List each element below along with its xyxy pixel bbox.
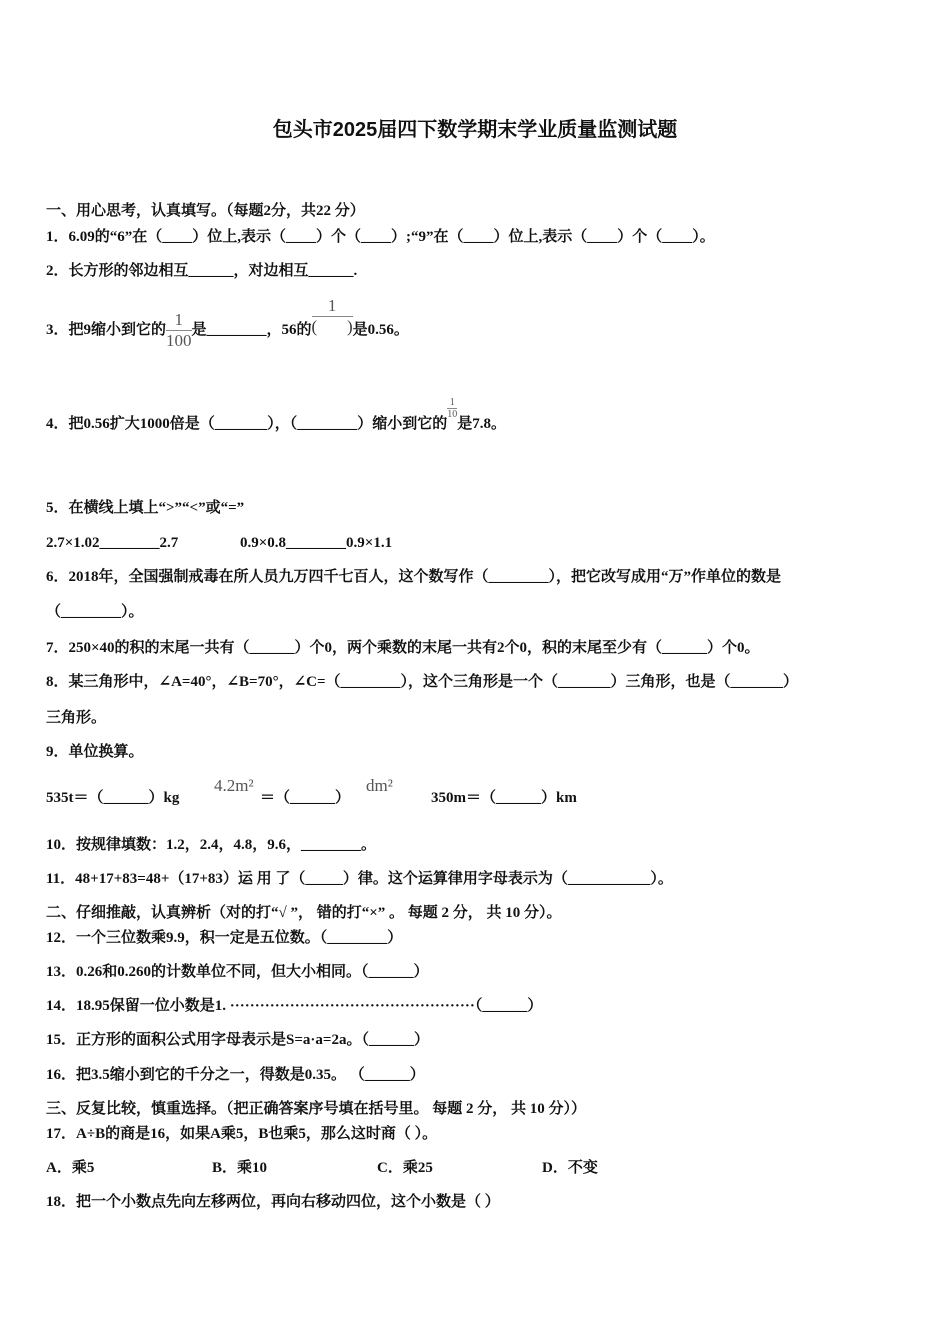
fraction-numerator: 1 <box>312 296 353 317</box>
question-15: 15．正方形的面积公式用字母表示是S=a·a=2a。（______） <box>46 1032 429 1048</box>
question-4-text-a: 4．把0.56扩大1000倍是（_______），（________）缩小到它的 <box>46 416 448 432</box>
option-c: C．乘25 <box>377 1160 433 1176</box>
question-11: 11．48+17+83=48+（17+83）运 用 了（_____）律。这个运算律用字母表示为（___________）。 <box>46 871 673 887</box>
option-b: B．乘10 <box>212 1160 268 1176</box>
question-8: 8．某三角形中，∠A=40°，∠B=70°，∠C=（________），这个三角形是一个（_______）三角形，也是（_______） <box>46 674 799 690</box>
fraction-denominator: 10 <box>447 409 458 420</box>
option-a: A．乘5 <box>46 1160 95 1176</box>
question-13: 13．0.26和0.260的计数单位不同，但大小相同。（______） <box>46 964 429 980</box>
question-8-continued: 三角形。 <box>46 710 107 726</box>
section-2-heading: 二、仔细推敲，认真辨析（对的打“√ ”， 错的打“×” 。 每题 2 分， 共 10 分）。 <box>46 905 562 921</box>
question-18: 18．把一个小数点先向左移两位，再向右移动四位，这个小数是（ ） <box>46 1194 500 1210</box>
question-17: 17．A÷B的商是16，如果A乘5，B也乘5，那么这时商（ ）。 <box>46 1126 438 1142</box>
fraction-denominator: 100 <box>166 331 192 351</box>
question-14: 14．18.95保留一位小数是1. ·················································（______） <box>46 998 543 1014</box>
section-1-heading: 一、用心思考，认真填写。（每题2分，共22 分） <box>46 203 365 219</box>
question-5-item-2: 0.9×0.8________0.9×1.1 <box>240 535 393 551</box>
question-9-item-3: 350m＝（______）km <box>431 790 577 806</box>
question-4 <box>46 397 507 434</box>
question-2: 2．长方形的邻边相互______，对边相互______. <box>46 263 358 279</box>
fraction-1-blank <box>312 296 353 337</box>
question-16: 16．把3.5缩小到它的千分之一，得数是0.35。 （______） <box>46 1067 425 1083</box>
fraction-1-10 <box>447 397 457 420</box>
question-6-continued: （________）。 <box>46 604 144 620</box>
unit-m2-label: 4.2m² <box>214 776 254 795</box>
fraction-1-100 <box>166 310 192 351</box>
question-5: 5．在横线上填上“>”“<”或“=” <box>46 500 245 516</box>
question-3 <box>46 296 409 360</box>
question-9: 9．单位换算。 <box>46 744 144 760</box>
question-4-text-b: 是7.8。 <box>457 416 507 432</box>
question-5-item-1: 2.7×1.02________2.7 <box>46 535 179 551</box>
fraction-numerator: 1 <box>447 397 457 409</box>
question-9-item-1: 535t＝（______）kg <box>46 790 180 806</box>
unit-dm2-label: dm² <box>366 776 393 795</box>
question-10: 10．按规律填数：1.2，2.4，4.8，9.6，________。 <box>46 837 377 853</box>
unit-dm2 <box>366 776 393 797</box>
question-6: 6．2018年，全国强制戒毒在所人员九万四千七百人，这个数写作（________），把它改写成用“万”作单位的数是 <box>46 569 782 585</box>
page-title: 包头市2025届四下数学期末学业质量监测试题 <box>272 119 678 141</box>
fraction-denominator: ( ) <box>311 317 353 336</box>
option-d: D．不变 <box>542 1160 598 1176</box>
section-3-heading: 三、反复比较，慎重选择。（把正确答案序号填在括号里。 每题 2 分， 共 10 分）） <box>46 1101 587 1117</box>
question-12: 12．一个三位数乘9.9，积一定是五位数。（________） <box>46 930 403 946</box>
question-3-text-b: 是________，56的 <box>191 322 312 338</box>
question-3-text-a: 3．把9缩小到它的 <box>46 322 167 338</box>
question-1: 1．6.09的“6”在（____）位上,表示（____）个（____）;“9”在（____）位上,表示（____）个（____）。 <box>46 229 715 245</box>
fraction-numerator: 1 <box>166 310 192 331</box>
unit-m2 <box>214 776 254 797</box>
question-7: 7．250×40的积的末尾一共有（______）个0，两个乘数的末尾一共有2个0，积的末尾至少有（______）个0。 <box>46 640 760 656</box>
question-9-item-2: ＝（______） <box>260 790 351 806</box>
question-3-text-c: 是0.56。 <box>352 322 409 338</box>
